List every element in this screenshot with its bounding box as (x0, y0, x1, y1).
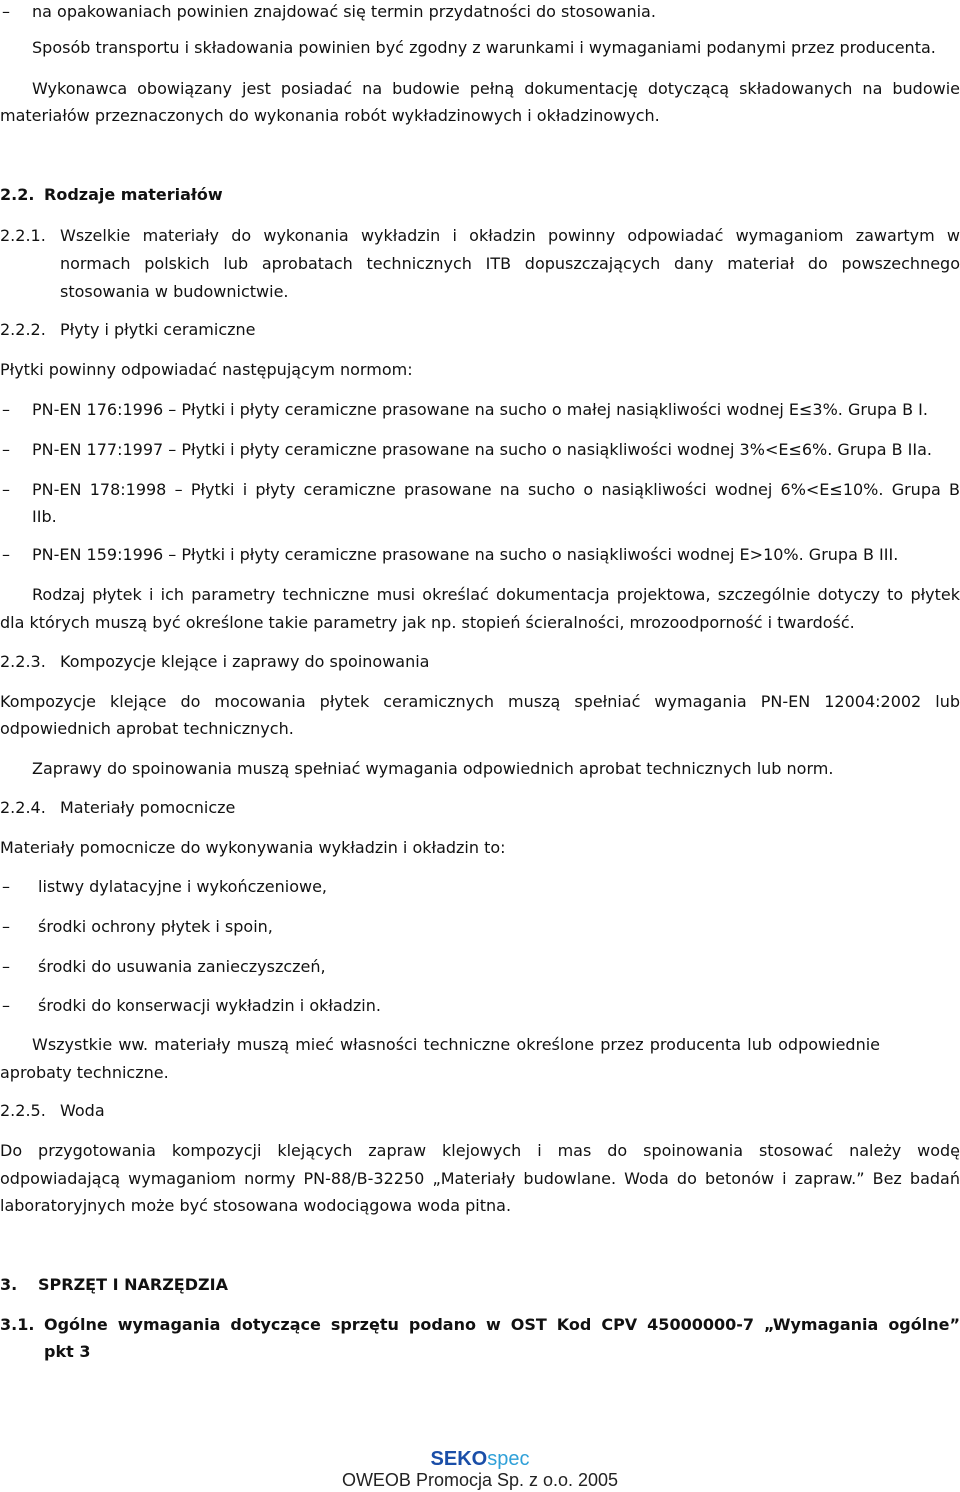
logo-bold-part: SEKO (430, 1448, 488, 1470)
norm-item-text: PN-EN 178:1998 – Płytki i płyty ceramiczne prasowane na sucho o nasiąkliwości wodnej 6%<E≤10%. Grupa B (32, 480, 960, 499)
section-title: Rodzaje materiałów (44, 185, 223, 204)
subsection-number: 2.2.2. (0, 320, 46, 339)
norm-item-text: PN-EN 177:1997 – Płytki i płyty ceramiczne prasowane na sucho o nasiąkliwości wodnej 3%<E≤6%. Grupa B IIa. (32, 440, 932, 459)
logo-light-part: spec (487, 1448, 530, 1470)
dash-bullet: – (2, 480, 10, 499)
dash-bullet: – (2, 440, 10, 459)
subsection-title: Płyty i płytki ceramiczne (60, 320, 256, 339)
subsection-heading-2-2-2 (0, 318, 960, 342)
subsection-2-2-1-line3: stosowania w budownictwie. (60, 282, 289, 301)
subsection-title: Kompozycje klejące i zaprawy do spoinowania (60, 652, 430, 671)
subsection-3-1-number: 3.1. (0, 1315, 35, 1334)
subsection-number: 2.2.4. (0, 798, 46, 817)
footer-logo (0, 1448, 960, 1470)
subsection-2-2-1-line2: normach polskich lub aprobatach technicznych ITB dopuszczających dany materiał do powszechnego (60, 254, 960, 273)
dash-bullet: – (2, 400, 10, 419)
subsection-number: 2.2.5. (0, 1101, 46, 1120)
list-item-text: na opakowaniach powinien znajdować się termin przydatności do stosowania. (32, 2, 656, 21)
water-line3: laboratoryjnych może być stosowana wodociągowa woda pitna. (0, 1196, 512, 1215)
water-line2: odpowiadającą wymaganiom normy PN-88/B-32250 „Materiały budowlane. Woda do betonów i zapraw.” Bez badań (0, 1169, 960, 1188)
subsection-heading-2-2-3 (0, 650, 960, 674)
footer-company: OWEOB Promocja Sp. z o.o. 2005 (341, 1470, 619, 1490)
aux-note-line2: aprobaty techniczne. (0, 1063, 169, 1082)
adhesives-line2: odpowiednich aprobat technicznych. (0, 719, 294, 738)
aux-materials-intro: Materiały pomocnicze do wykonywania wykładzin i okładzin to: (0, 838, 506, 857)
subsection-2-2-1-number: 2.2.1. (0, 226, 46, 245)
norm-item-text: PN-EN 159:1996 – Płytki i płyty ceramiczne prasowane na sucho o nasiąkliwości wodnej E>10%. Grupa B III. (32, 545, 899, 564)
subsection-heading-2-2-5 (0, 1099, 960, 1123)
norms-intro: Płytki powinny odpowiadać następującym normom: (0, 360, 413, 379)
aux-item-text: listwy dylatacyjne i wykończeniowe, (38, 877, 328, 896)
section-number: 2.2. (0, 185, 35, 204)
subsection-3-1-line2: pkt 3 (44, 1342, 91, 1361)
grout-paragraph: Zaprawy do spoinowania muszą spełniać wymagania odpowiednich aprobat technicznych lub norm. (32, 759, 834, 778)
subsection-3-1-line1: Ogólne wymagania dotyczące sprzętu podano w OST Kod CPV 45000000-7 „Wymagania ogólne” (44, 1315, 960, 1334)
tile-params-line2: dla których muszą być określone takie parametry jak np. stopień ścieralności, mrozoodporność i twardość. (0, 613, 855, 632)
dash-bullet: – (2, 996, 10, 1015)
section-number: 3. (0, 1275, 18, 1294)
dash-bullet: – (2, 917, 10, 936)
dash-bullet: – (2, 545, 10, 564)
section-title: SPRZĘT I NARZĘDZIA (38, 1275, 228, 1294)
norm-item-text: PN-EN 176:1996 – Płytki i płyty ceramiczne prasowane na sucho o małej nasiąkliwości wodnej E≤3%. Grupa B I. (32, 400, 928, 419)
aux-item-text: środki do konserwacji wykładzin i okładzin. (38, 996, 381, 1015)
water-line1: Do przygotowania kompozycji klejących zapraw klejowych i mas do spoinowania stosować należy wodę (0, 1141, 960, 1160)
section-heading-2-2 (0, 183, 960, 207)
paragraph-documentation-line1: Wykonawca obowiązany jest posiadać na budowie pełną dokumentację dotyczącą składowanych na budowie (32, 79, 960, 98)
aux-item-text: środki ochrony płytek i spoin, (38, 917, 273, 936)
dash-bullet: – (2, 2, 10, 21)
section-heading-3 (0, 1273, 960, 1297)
aux-note-line1: Wszystkie ww. materiały muszą mieć własności techniczne określone przez producenta lub odpowiednie (32, 1035, 880, 1054)
paragraph-transport: Sposób transportu i składowania powinien być zgodny z warunkami i wymaganiami podanymi przez producenta. (32, 38, 936, 57)
adhesives-line1: Kompozycje klejące do mocowania płytek ceramicznych muszą spełniać wymagania PN-EN 12004:2002 lub (0, 692, 960, 711)
aux-item-text: środki do usuwania zanieczyszczeń, (38, 957, 326, 976)
subsection-title: Woda (60, 1101, 105, 1120)
subsection-heading-2-2-4 (0, 796, 960, 820)
dash-bullet: – (2, 957, 10, 976)
tile-params-line1: Rodzaj płytek i ich parametry techniczne musi określać dokumentacja projektowa, szczególnie dotyczy to płytek (32, 585, 960, 604)
subsection-number: 2.2.3. (0, 652, 46, 671)
paragraph-documentation-line2: materiałów przeznaczonych do wykonania robót wykładzinowych i okładzinowych. (0, 106, 660, 125)
norm-item-continuation: IIb. (32, 507, 57, 526)
dash-bullet: – (2, 877, 10, 896)
subsection-2-2-1-line1: Wszelkie materiały do wykonania wykładzin i okładzin powinny odpowiadać wymaganiom zawartym w (60, 226, 960, 245)
subsection-title: Materiały pomocnicze (60, 798, 236, 817)
